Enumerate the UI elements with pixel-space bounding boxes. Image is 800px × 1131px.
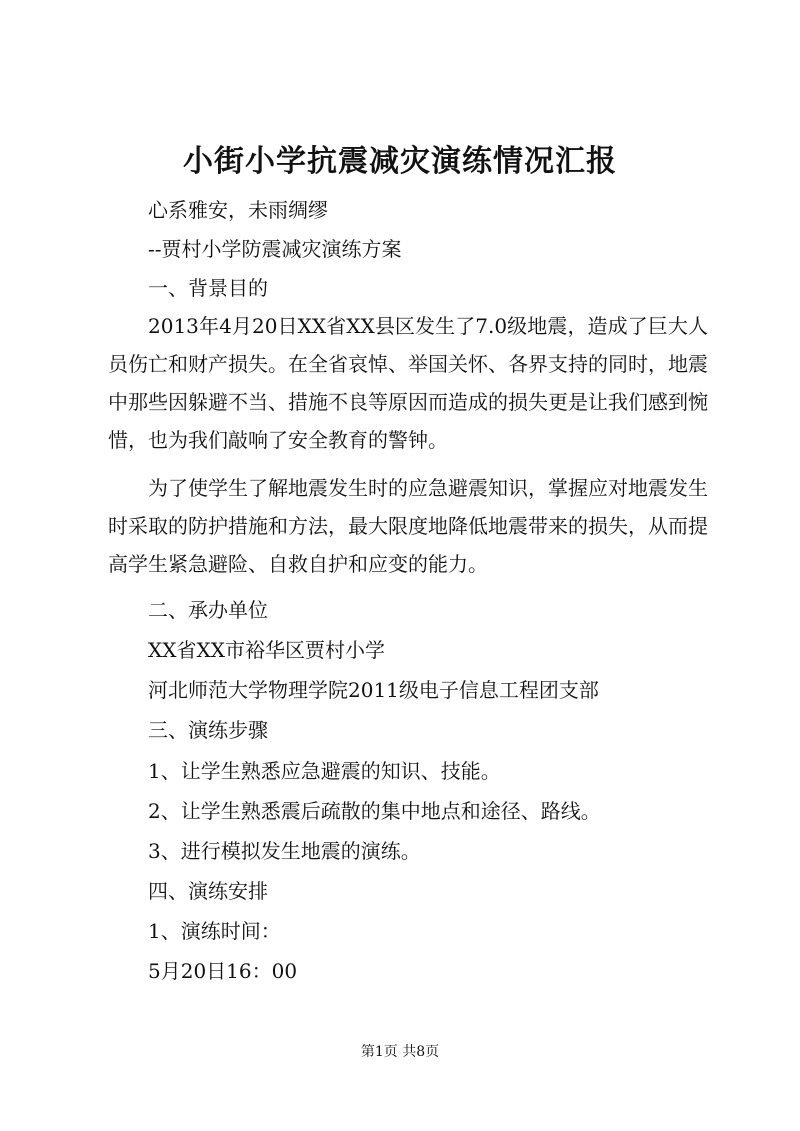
arrangement-time-label: 1、演练时间： [148, 919, 281, 943]
section-heading-arrangement: 四、演练安排 [148, 879, 268, 903]
page-number: 第1页 共8页 [360, 1044, 440, 1060]
step-item: 2、让学生熟悉震后疏散的集中地点和途径、路线。 [148, 799, 601, 823]
subtitle: 心系雅安，未雨绸缪 [148, 198, 328, 222]
plan-name: --贾村小学防震减灾演练方案 [148, 237, 402, 261]
organizer-university: 河北师范大学物理学院2011级电子信息工程团支部 [148, 678, 599, 702]
section-heading-background: 一、背景目的 [148, 276, 268, 300]
organizer-school: XX省XX市裕华区贾村小学 [148, 638, 385, 662]
section-heading-steps: 三、演练步骤 [148, 718, 268, 742]
step-item: 1、让学生熟悉应急避震的知识、技能。 [148, 759, 501, 783]
paragraph-background: 2013年4月20日XX省XX县区发生了7.0级地震，造成了巨大人员伤亡和财产损失。在全省哀悼、举国关怀、各界支持的同时，地震中那些因躲避不当、措施不良等原因而造成的损失更是让我们感到惋惜，也为我们敲响了安全教育的警钟。 [108, 314, 708, 452]
paragraph-purpose: 为了使学生了解地震发生时的应急避震知识，掌握应对地震发生时采取的防护措施和方法，最大限度地降低地震带来的损失，从而提高学生紧急避险、自救自护和应变的能力。 [108, 476, 708, 576]
section-heading-organizers: 二、承办单位 [148, 598, 268, 622]
arrangement-time-value: 5月20日16：00 [148, 959, 298, 983]
step-item: 3、进行模拟发生地震的演练。 [148, 839, 421, 863]
document-title: 小街小学抗震减灾演练情况汇报 [183, 144, 617, 179]
